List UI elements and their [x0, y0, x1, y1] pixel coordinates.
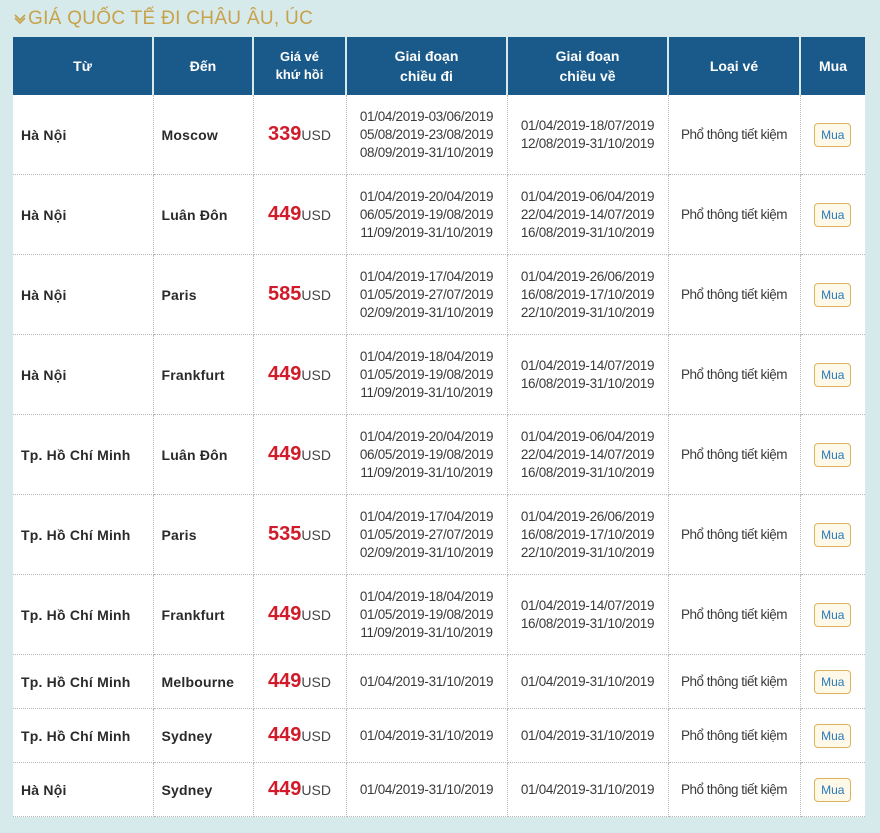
fare-price [253, 95, 346, 175]
return-periods [507, 175, 668, 255]
fare-price [253, 709, 346, 763]
to-city: Sydney [153, 709, 253, 763]
from-city: Tp. Hồ Chí Minh [13, 575, 153, 655]
price-amount: 449 [268, 363, 302, 385]
outbound-period: 11/09/2019-31/10/2019 [360, 384, 493, 400]
section-heading [14, 6, 313, 32]
buy-cell [800, 415, 865, 495]
return-periods [507, 575, 668, 655]
price-amount: 449 [268, 724, 302, 746]
return-period: 01/04/2019-14/07/2019 [520, 597, 655, 613]
buy-button[interactable]: Mua [814, 203, 851, 227]
from-city: Tp. Hồ Chí Minh [13, 415, 153, 495]
price-currency: USD [301, 607, 331, 623]
ticket-type: Phổ thông tiết kiệm [668, 95, 800, 175]
outbound-period: 06/05/2019-19/08/2019 [359, 206, 494, 222]
fare-table-body [13, 95, 865, 817]
outbound-periods [346, 335, 507, 415]
buy-button[interactable]: Mua [814, 363, 851, 387]
buy-cell [800, 175, 865, 255]
table-row [13, 415, 865, 495]
ticket-type: Phổ thông tiết kiệm [668, 175, 800, 255]
price-currency: USD [301, 367, 331, 383]
fare-price [253, 255, 346, 335]
price-currency: USD [301, 447, 331, 463]
return-period: 16/08/2019-31/10/2019 [520, 224, 655, 240]
col-header-buy: Mua [800, 37, 865, 95]
outbound-period: 01/04/2019-20/04/2019 [359, 188, 494, 204]
from-city: Hà Nội [13, 175, 153, 255]
fare-price [253, 175, 346, 255]
to-city: Frankfurt [153, 335, 253, 415]
price-amount: 339 [268, 123, 302, 145]
return-periods [507, 255, 668, 335]
return-period: 01/04/2019-31/10/2019 [520, 781, 655, 797]
to-city: Luân Đôn [153, 175, 253, 255]
col-header-return-line2: chiều về [559, 68, 616, 84]
return-period: 01/04/2019-26/06/2019 [520, 268, 655, 284]
chevron-down-icon [14, 11, 26, 27]
fare-table [13, 37, 865, 817]
outbound-periods [346, 95, 507, 175]
table-row [13, 709, 865, 763]
buy-button[interactable]: Mua [814, 123, 851, 147]
buy-cell [800, 335, 865, 415]
outbound-period: 01/04/2019-31/10/2019 [359, 727, 494, 743]
return-period: 16/08/2019-17/10/2019 [520, 526, 655, 542]
outbound-periods [346, 763, 507, 817]
outbound-period: 05/08/2019-23/08/2019 [359, 126, 494, 142]
price-currency: USD [301, 674, 331, 690]
return-period: 22/10/2019-31/10/2019 [520, 544, 655, 560]
return-periods [507, 335, 668, 415]
price-amount: 449 [268, 778, 302, 800]
from-city: Tp. Hồ Chí Minh [13, 655, 153, 709]
outbound-periods [346, 655, 507, 709]
outbound-periods [346, 415, 507, 495]
ticket-type: Phổ thông tiết kiệm [668, 495, 800, 575]
price-amount: 449 [268, 203, 302, 225]
return-period: 16/08/2019-31/10/2019 [520, 464, 655, 480]
buy-cell [800, 495, 865, 575]
price-amount: 449 [268, 603, 302, 625]
return-period: 01/04/2019-14/07/2019 [520, 357, 655, 373]
return-periods [507, 763, 668, 817]
fare-price [253, 575, 346, 655]
to-city: Paris [153, 255, 253, 335]
ticket-type: Phổ thông tiết kiệm [668, 655, 800, 709]
outbound-period: 02/09/2019-31/10/2019 [359, 544, 494, 560]
return-periods [507, 709, 668, 763]
col-header-outbound [346, 37, 507, 95]
price-amount: 585 [268, 283, 302, 305]
return-period: 01/04/2019-06/04/2019 [520, 188, 655, 204]
return-period: 01/04/2019-18/07/2019 [520, 117, 655, 133]
fare-price [253, 335, 346, 415]
price-currency: USD [301, 782, 331, 798]
return-period: 22/10/2019-31/10/2019 [520, 304, 655, 320]
to-city: Sydney [153, 763, 253, 817]
outbound-periods [346, 575, 507, 655]
fare-price [253, 655, 346, 709]
buy-button[interactable]: Mua [814, 523, 851, 547]
table-row [13, 655, 865, 709]
section-title: GIÁ QUỐC TẾ ĐI CHÂU ÂU, ÚC [28, 8, 314, 29]
outbound-period: 01/04/2019-17/04/2019 [359, 508, 494, 524]
price-currency: USD [301, 207, 331, 223]
from-city: Tp. Hồ Chí Minh [13, 709, 153, 763]
table-row [13, 255, 865, 335]
buy-button[interactable]: Mua [814, 778, 851, 802]
from-city: Hà Nội [13, 763, 153, 817]
outbound-period: 01/05/2019-19/08/2019 [359, 606, 494, 622]
col-header-return [507, 37, 668, 95]
outbound-period: 11/09/2019-31/10/2019 [360, 624, 493, 640]
outbound-period: 01/04/2019-20/04/2019 [359, 428, 494, 444]
outbound-period: 11/09/2019-31/10/2019 [360, 464, 493, 480]
ticket-type: Phổ thông tiết kiệm [668, 335, 800, 415]
price-amount: 535 [268, 523, 302, 545]
from-city: Hà Nội [13, 95, 153, 175]
from-city: Hà Nội [13, 255, 153, 335]
outbound-period: 01/04/2019-31/10/2019 [359, 781, 494, 797]
return-period: 01/04/2019-06/04/2019 [520, 428, 655, 444]
outbound-periods [346, 495, 507, 575]
outbound-periods [346, 709, 507, 763]
buy-cell [800, 655, 865, 709]
table-row [13, 495, 865, 575]
col-header-outbound-line2: chiều đi [400, 68, 453, 84]
return-periods [507, 495, 668, 575]
price-currency: USD [301, 527, 331, 543]
to-city: Luân Đôn [153, 415, 253, 495]
to-city: Frankfurt [153, 575, 253, 655]
table-row [13, 95, 865, 175]
table-row [13, 335, 865, 415]
price-amount: 449 [268, 670, 302, 692]
outbound-period: 02/09/2019-31/10/2019 [359, 304, 494, 320]
outbound-period: 01/05/2019-27/07/2019 [359, 286, 494, 302]
outbound-period: 08/09/2019-31/10/2019 [359, 144, 494, 160]
buy-button[interactable]: Mua [814, 724, 851, 748]
fare-price [253, 763, 346, 817]
to-city: Moscow [153, 95, 253, 175]
col-header-return-line1: Giai đoạn [555, 48, 620, 64]
col-header-from: Từ [13, 37, 153, 95]
buy-button[interactable]: Mua [814, 443, 851, 467]
table-header-row [13, 37, 865, 95]
from-city: Tp. Hồ Chí Minh [13, 495, 153, 575]
buy-button[interactable]: Mua [814, 603, 851, 627]
outbound-period: 01/04/2019-18/04/2019 [359, 348, 494, 364]
ticket-type: Phổ thông tiết kiệm [668, 255, 800, 335]
return-periods [507, 95, 668, 175]
price-currency: USD [301, 287, 331, 303]
col-header-price-line1: Giá vé [279, 49, 320, 64]
outbound-period: 06/05/2019-19/08/2019 [359, 446, 494, 462]
outbound-period: 01/04/2019-31/10/2019 [359, 673, 494, 689]
to-city: Paris [153, 495, 253, 575]
col-header-to: Đến [153, 37, 253, 95]
ticket-type: Phổ thông tiết kiệm [668, 709, 800, 763]
outbound-period: 11/09/2019-31/10/2019 [360, 224, 493, 240]
buy-button[interactable]: Mua [814, 670, 851, 694]
col-header-ticket-type: Loại vé [668, 37, 800, 95]
return-period: 01/04/2019-31/10/2019 [520, 727, 655, 743]
outbound-period: 01/05/2019-19/08/2019 [359, 366, 494, 382]
buy-cell [800, 763, 865, 817]
return-period: 22/04/2019-14/07/2019 [520, 206, 655, 222]
table-row [13, 175, 865, 255]
buy-cell [800, 95, 865, 175]
return-period: 12/08/2019-31/10/2019 [520, 135, 655, 151]
return-period: 01/04/2019-31/10/2019 [520, 673, 655, 689]
return-periods [507, 655, 668, 709]
outbound-period: 01/04/2019-03/06/2019 [359, 108, 494, 124]
return-period: 01/04/2019-26/06/2019 [520, 508, 655, 524]
return-period: 22/04/2019-14/07/2019 [520, 446, 655, 462]
outbound-periods [346, 255, 507, 335]
ticket-type: Phổ thông tiết kiệm [668, 763, 800, 817]
to-city: Melbourne [153, 655, 253, 709]
outbound-period: 01/04/2019-18/04/2019 [359, 588, 494, 604]
return-period: 16/08/2019-17/10/2019 [520, 286, 655, 302]
ticket-type: Phổ thông tiết kiệm [668, 575, 800, 655]
table-row [13, 575, 865, 655]
return-period: 16/08/2019-31/10/2019 [520, 615, 655, 631]
return-period: 16/08/2019-31/10/2019 [520, 375, 655, 391]
ticket-type: Phổ thông tiết kiệm [668, 415, 800, 495]
buy-cell [800, 709, 865, 763]
return-periods [507, 415, 668, 495]
outbound-periods [346, 175, 507, 255]
fare-price [253, 415, 346, 495]
price-currency: USD [301, 127, 331, 143]
col-header-price-line2: khứ hồi [275, 67, 324, 82]
buy-button[interactable]: Mua [814, 283, 851, 307]
from-city: Hà Nội [13, 335, 153, 415]
table-row [13, 763, 865, 817]
price-amount: 449 [268, 443, 302, 465]
buy-cell [800, 255, 865, 335]
buy-cell [800, 575, 865, 655]
fare-price [253, 495, 346, 575]
col-header-price [253, 37, 346, 95]
outbound-period: 01/04/2019-17/04/2019 [359, 268, 494, 284]
price-currency: USD [301, 728, 331, 744]
outbound-period: 01/05/2019-27/07/2019 [359, 526, 494, 542]
col-header-outbound-line1: Giai đoạn [394, 48, 459, 64]
